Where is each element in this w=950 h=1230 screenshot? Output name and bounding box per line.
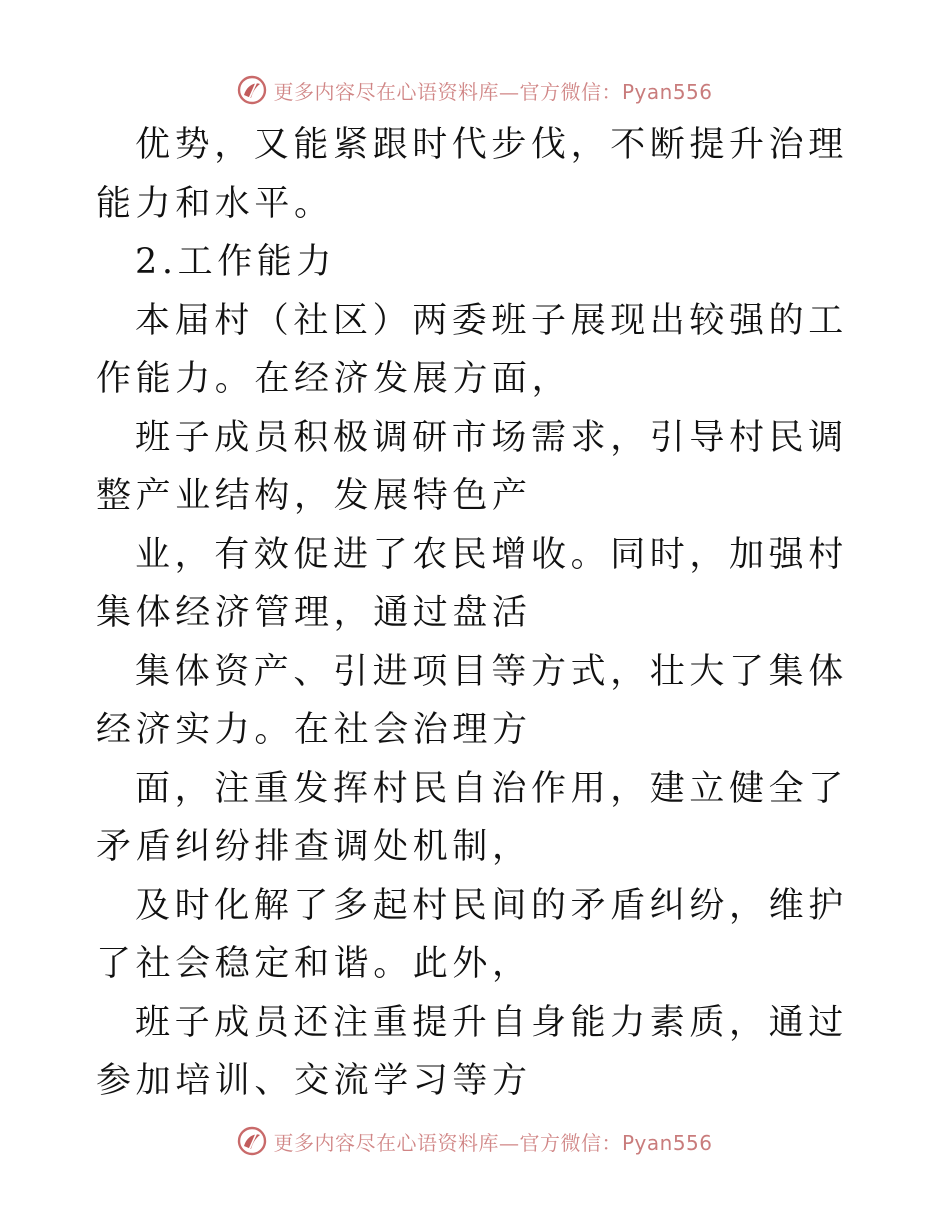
document-body — [96, 116, 856, 1111]
paragraph: 业，有效促进了农民增收。同时，加强村集体经济管理，通过盘活 — [96, 534, 848, 633]
paragraph: 优势，又能紧跟时代步伐，不断提升治理能力和水平。 — [96, 125, 848, 224]
paragraph: 班子成员还注重提升自身能力素质，通过参加培训、交流学习等方 — [96, 1002, 848, 1101]
brand-logo-icon — [237, 1126, 267, 1156]
paragraph: 集体资产、引进项目等方式，壮大了集体经济实力。在社会治理方 — [96, 651, 848, 750]
header-banner-text: 更多内容尽在心语资料库—官方微信：Pyan556 — [273, 79, 713, 104]
brand-logo-icon — [237, 75, 267, 105]
paragraph: 及时化解了多起村民间的矛盾纠纷，维护了社会稳定和谐。此外， — [96, 885, 848, 984]
header-wechat-id: Pyan556 — [621, 79, 713, 104]
section-heading: 2.工作能力 — [135, 242, 336, 282]
footer-banner-text: 更多内容尽在心语资料库—官方微信：Pyan556 — [273, 1130, 713, 1155]
header-banner — [0, 70, 950, 110]
footer-wechat-id: Pyan556 — [621, 1130, 713, 1155]
paragraph: 班子成员积极调研市场需求，引导村民调整产业结构，发展特色产 — [96, 417, 848, 516]
footer-banner — [0, 1121, 950, 1161]
paragraph: 本届村（社区）两委班子展现出较强的工作能力。在经济发展方面， — [96, 300, 848, 399]
paragraph: 面，注重发挥村民自治作用，建立健全了矛盾纠纷排查调处机制， — [96, 768, 848, 867]
